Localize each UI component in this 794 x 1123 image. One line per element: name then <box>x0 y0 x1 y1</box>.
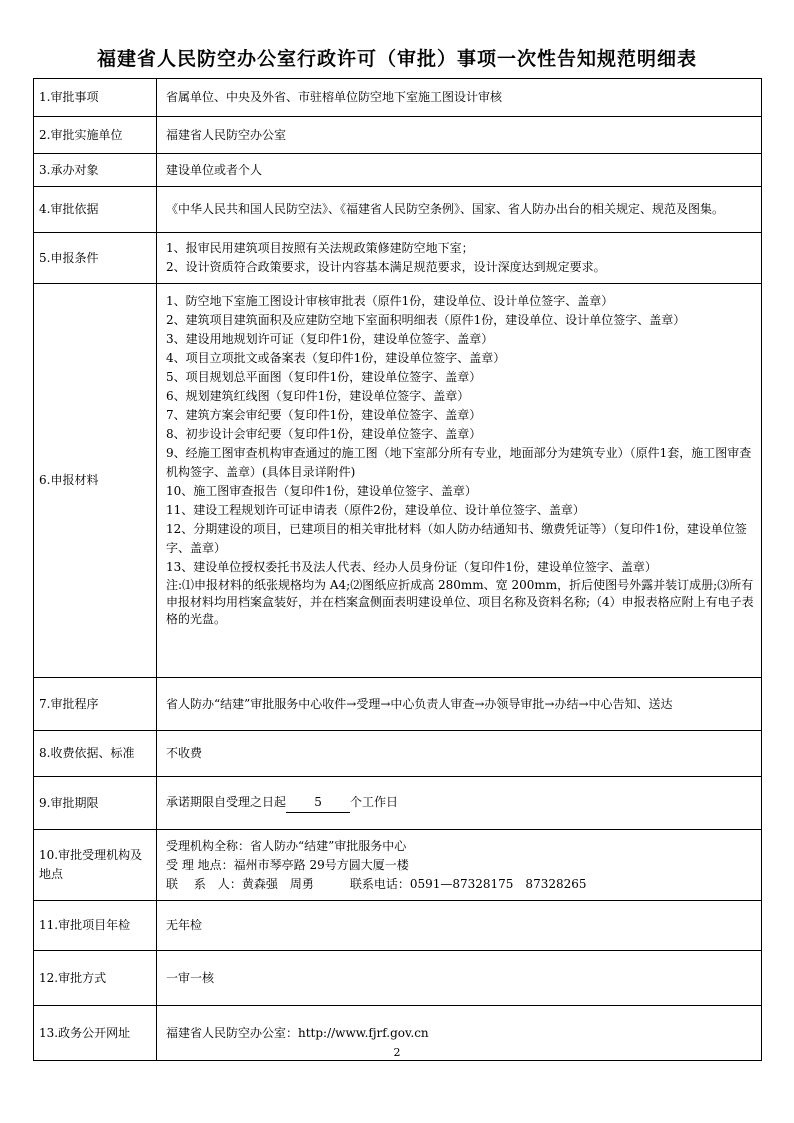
row-content: 无年检 <box>157 901 762 951</box>
table-row <box>34 233 762 284</box>
row-label: 4.审批依据 <box>34 187 157 233</box>
row-content: 省人防办“结建”审批服务中心收件→受理→中心负责人审查→办领导审批→办结→中心告知、送达 <box>157 678 762 731</box>
row-label: 13.政务公开网址 <box>34 1006 157 1061</box>
row-label: 10.审批受理机构及地点 <box>34 830 157 901</box>
row-content: 1、防空地下室施工图设计审核审批表（原件1份，建设单位、设计单位签字、盖章） 2、建筑项目建筑面积及应建防空地下室面积明细表（原件1份，建设单位、设计单位签字、盖章） 3、建设用地规划许可证（复印件1份，建设单位签字、盖章） 4、项目立项批文或备案表（复印件1份，建设单位签字、盖章） 5、项目规划总平面图（复印件1份，建设单位签字、盖章） 6、规划建筑红线图（复印件1份，建设单位签字、盖章） 7、建筑方案会审纪要（复印件1份，建设单位签字、盖章） 8、初步设计会审纪要（复印件1份，建设单位签字、盖章） 9、经施工图审查机构审查通过的施工图（地下室部分所有专业，地面部分为建筑专业）（原件1套，施工图审查机构签字、盖章）(具体目录详附件) 10、施工图审查报告（复印件1份，建设单位签字、盖章） 11、建设工程规划许可证申请表（原件2份，建设单位、设计单位签字、盖章） 12、分期建设的项目，已建项目的相关审批材料（如人防办结通知书、缴费凭证等）（复印件1份，建设单位签字、盖章） 13、建设单位授权委托书及法人代表、经办人员身份证（复印件1份，建设单位签字、盖章） 注:⑴申报材料的纸张规格均为 A4;⑵图纸应折成高 280mm、宽 200mm，折后使图号外露并装订成册;⑶所有申报材料均用档案盒装好，并在档案盒侧面表明建设单位、项目名称及资料名称;（4）申报表格应附上有电子表格的光盘。 <box>157 284 762 678</box>
table-row <box>34 284 762 678</box>
page-number: 2 <box>393 1046 401 1059</box>
row-label: 6.申报材料 <box>34 284 157 678</box>
row-content: 省属单位、中央及外省、市驻榕单位防空地下室施工图设计审核 <box>157 79 762 117</box>
info-table <box>33 78 762 1061</box>
row-content: 建设单位或者个人 <box>157 154 762 187</box>
days-value: 5 <box>286 793 350 813</box>
row-label: 2.审批实施单位 <box>34 117 157 154</box>
table-row <box>34 951 762 1006</box>
row-content: 福建省人民防空办公室：http://www.fjrf.gov.cn <box>157 1006 762 1061</box>
row-content: 承诺期限自受理之日起 5 个工作日 <box>157 777 762 830</box>
row-label: 7.审批程序 <box>34 678 157 731</box>
table-row <box>34 154 762 187</box>
table-row <box>34 731 762 777</box>
table-row <box>34 830 762 901</box>
table-row <box>34 901 762 951</box>
row-label: 9.审批期限 <box>34 777 157 830</box>
row-label: 5.申报条件 <box>34 233 157 284</box>
table-row <box>34 117 762 154</box>
row-label: 12.审批方式 <box>34 951 157 1006</box>
table-row <box>34 187 762 233</box>
row-content: 受理机构全称：省人防办“结建”审批服务中心 受 理 地点：福州市琴亭路 29号方圆大厦一楼 联 系 人：黄森强 周勇 联系电话：0591—87328175 87328265 <box>157 830 762 901</box>
table-row <box>34 79 762 117</box>
row-content: 福建省人民防空办公室 <box>157 117 762 154</box>
table-row <box>34 678 762 731</box>
row-label: 1.审批事项 <box>34 79 157 117</box>
row-label: 8.收费依据、标准 <box>34 731 157 777</box>
page-title: 福建省人民防空办公室行政许可（审批）事项一次性告知规范明细表 <box>96 48 697 70</box>
table-row <box>34 777 762 830</box>
row-content: 不收费 <box>157 731 762 777</box>
row-content: 一审一核 <box>157 951 762 1006</box>
row-label: 11.审批项目年检 <box>34 901 157 951</box>
row-content: 1、报审民用建筑项目按照有关法规政策修建防空地下室； 2、设计资质符合政策要求，设计内容基本满足规范要求，设计深度达到规定要求。 <box>157 233 762 284</box>
row-label: 3.承办对象 <box>34 154 157 187</box>
row-content: 《中华人民共和国人民防空法》、《福建省人民防空条例》、国家、省人防办出台的相关规定、规范及图集。 <box>157 187 762 233</box>
